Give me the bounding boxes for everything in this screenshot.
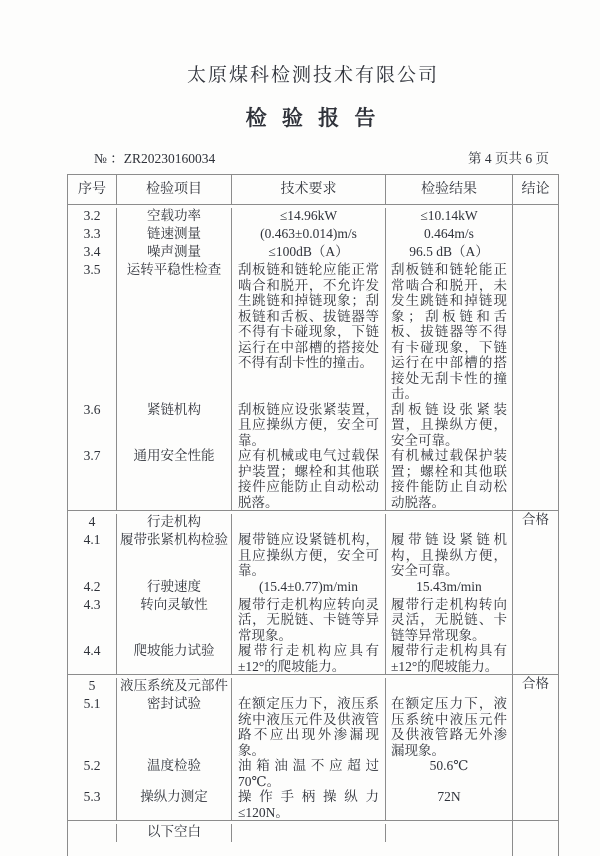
cell-requirement: (15.4±0.77)m/min xyxy=(231,579,385,597)
cell-requirement: 履带链应设紧链机构，且应操纵方便，安全可靠。 xyxy=(231,532,385,579)
table-row xyxy=(68,789,512,820)
cell-item: 爬坡能力试验 xyxy=(116,643,231,674)
cell-requirement: 操作手柄操纵力≤120N。 xyxy=(231,789,385,820)
cell-requirement: 刮板链应设张紧装置，且应操纵方便，安全可靠。 xyxy=(231,402,385,449)
cell-result: 0.464m/s xyxy=(385,226,512,244)
report-title: 检 验 报 告 xyxy=(245,106,381,130)
table-section xyxy=(68,820,558,856)
table-row xyxy=(68,758,512,789)
cell-conclusion xyxy=(512,821,558,856)
cell-result: 在额定压力下，液压系统中液压元件及供液管路无外渗漏现象。 xyxy=(385,696,512,758)
cell-item: 以下空白 xyxy=(116,824,231,842)
cell-serial: 3.6 xyxy=(83,401,101,417)
cell-serial: 4.3 xyxy=(83,596,101,612)
section-rows xyxy=(68,675,512,820)
cell-item: 通用安全性能 xyxy=(116,448,231,510)
section-rows xyxy=(68,821,512,856)
cell-conclusion: 合格 xyxy=(512,511,558,674)
cell-serial: 5.3 xyxy=(83,789,101,804)
header-cell-item: 检验项目 xyxy=(116,175,231,204)
table-row xyxy=(68,579,512,597)
table-row xyxy=(68,678,512,696)
table-header-row xyxy=(68,175,558,205)
cell-result: 履带链设紧链机构，且操纵方便，安全可靠。 xyxy=(385,532,512,579)
inspection-table xyxy=(67,174,559,856)
table-row xyxy=(68,448,512,510)
cell-requirement: 履带行走机构应转向灵活，无脱链、卡链等异常现象。 xyxy=(231,597,385,644)
cell-requirement: ≤100dB（A） xyxy=(231,244,385,262)
table-row xyxy=(68,532,512,579)
cell-requirement xyxy=(231,824,385,842)
header-cell-requirement: 技术要求 xyxy=(231,175,385,204)
table-section xyxy=(68,510,558,674)
cell-serial: 3.5 xyxy=(83,262,101,277)
table-row xyxy=(68,643,512,674)
cell-serial: 4.1 xyxy=(83,532,101,547)
cell-result: 50.6℃ xyxy=(385,758,512,789)
cell-result: 72N xyxy=(385,789,512,820)
cell-requirement: 刮板链和链轮应能正常啮合和脱开，不允许发生跳链和掉链现象；刮板链和舌板、拔链器等不得有卡碰现象，下链运行在中部槽的搭接处不得有刮卡性的撞击。 xyxy=(231,262,385,402)
cell-item: 运转平稳性检查 xyxy=(116,262,231,402)
cell-requirement: (0.463±0.014)m/s xyxy=(231,226,385,244)
cell-result: 刮板链设张紧装置，且操纵方便，安全可靠。 xyxy=(385,402,512,449)
cell-result xyxy=(385,678,512,696)
cell-item: 液压系统及元部件 xyxy=(116,678,231,696)
company-name: 太原煤科检测技术有限公司 xyxy=(186,65,439,86)
table-row xyxy=(68,262,512,402)
table-section xyxy=(68,205,558,510)
page-indicator: 第 4 页共 6 页 xyxy=(468,151,549,166)
cell-serial: 3.2 xyxy=(83,208,101,223)
cell-conclusion: 合格 xyxy=(512,675,558,820)
cell-requirement xyxy=(231,514,385,532)
cell-item: 温度检验 xyxy=(116,758,231,789)
table-row xyxy=(68,208,512,226)
section-rows xyxy=(68,205,512,510)
cell-item: 履带张紧机构检验 xyxy=(116,532,231,579)
cell-result: 有机械过载保护装置；螺栓和其他联接件能防止自动松动脱落。 xyxy=(385,448,512,510)
cell-item: 密封试验 xyxy=(116,696,231,758)
table-row xyxy=(68,244,512,262)
cell-conclusion xyxy=(512,205,558,510)
cell-item: 行走机构 xyxy=(116,514,231,532)
cell-requirement: 履带行走机构应具有±12°的爬坡能力。 xyxy=(231,643,385,674)
cell-result: 96.5 dB（A） xyxy=(385,244,512,262)
header-cell-result: 检验结果 xyxy=(385,175,512,204)
header-cell-conclusion: 结论 xyxy=(512,175,558,204)
cell-item: 链速测量 xyxy=(116,226,231,244)
cell-serial: 4 xyxy=(88,514,96,529)
table-row xyxy=(68,226,512,244)
cell-item: 空载功率 xyxy=(116,208,231,226)
cell-serial: 3.3 xyxy=(83,226,101,241)
cell-serial: 5 xyxy=(88,678,96,693)
report-number: № ：ZR20230160034 xyxy=(94,151,216,166)
cell-item: 紧链机构 xyxy=(116,402,231,449)
cell-requirement: ≤14.96kW xyxy=(231,208,385,226)
cell-requirement xyxy=(231,678,385,696)
cell-serial: 5.2 xyxy=(83,758,101,773)
cell-serial: 4.4 xyxy=(83,643,101,658)
cell-result xyxy=(385,514,512,532)
cell-serial: 4.2 xyxy=(83,578,101,594)
cell-serial: 5.1 xyxy=(83,696,101,711)
cell-result: 刮板链和链轮能正常啮合和脱开，未发生跳链和掉链现象；刮板链和舌板、拔链器等不得有卡碰现象，下链运行在中部槽的搭接处无刮卡性的撞击。 xyxy=(385,262,512,402)
cell-result xyxy=(385,824,512,842)
cell-result: ≤10.14kW xyxy=(385,208,512,226)
cell-requirement: 应有机械或电气过载保护装置；螺栓和其他联接件应能防止自动松动脱落。 xyxy=(231,448,385,510)
cell-item: 操纵力测定 xyxy=(116,789,231,820)
cell-item: 行驶速度 xyxy=(116,579,231,597)
table-section xyxy=(68,674,558,820)
section-rows xyxy=(68,511,512,674)
cell-serial xyxy=(68,824,116,842)
cell-serial: 3.4 xyxy=(83,244,101,259)
meta-row xyxy=(67,147,559,167)
cell-serial: 3.7 xyxy=(83,448,101,463)
cell-requirement: 油箱油温不应超过 70℃。 xyxy=(231,758,385,789)
cell-item: 噪声测量 xyxy=(116,244,231,262)
table-row xyxy=(68,824,512,842)
header-cell-serial: 序号 xyxy=(78,181,106,197)
table-body xyxy=(68,205,558,856)
cell-result: 15.43m/min xyxy=(385,579,512,597)
table-row xyxy=(68,402,512,449)
cell-result: 履带行走机构具有±12°的爬坡能力。 xyxy=(385,643,512,674)
cell-requirement: 在额定压力下，液压系统中液压元件及供液管路不应出现外渗漏现象。 xyxy=(231,696,385,758)
cell-item: 转向灵敏性 xyxy=(116,597,231,644)
table-row xyxy=(68,514,512,532)
table-row xyxy=(68,696,512,758)
cell-result: 履带行走机构转向灵活，无脱链、卡链等异常现象。 xyxy=(385,597,512,644)
table-row xyxy=(68,597,512,644)
